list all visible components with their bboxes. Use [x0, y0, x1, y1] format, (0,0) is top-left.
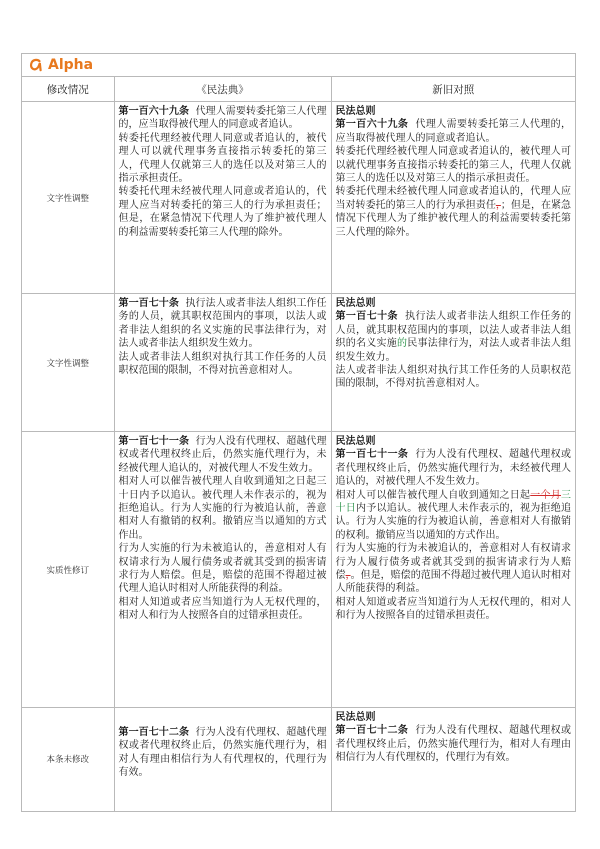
article-number: 第一百七十条 — [335, 311, 398, 323]
table-row — [22, 294, 575, 432]
paragraph: 法人或者非法人组织对执行其工作任务的人员职权范围的限制，不得对抗善意相对人。 — [335, 365, 571, 390]
change-type-cell: 文字性调整 — [22, 102, 114, 294]
inserted-text: 的 — [397, 338, 408, 350]
header-comparison: 新旧对照 — [331, 77, 575, 102]
article-number: 第一百七十一条 — [335, 449, 409, 461]
text-segment: ；但是，在紧急情况下代理人为了维护被代理人的利益需要转委托第三人代理的除外。 — [335, 199, 572, 238]
text-segment: 内予以追认。被代理人未作表示的，视为拒绝追认。行为人实施的行为被追认前，善意相对人有撤销的权利。撤销应当以通知的方式作出。 — [335, 503, 571, 541]
text-segment: 相对人可以催告被代理人自收到通知之日起 — [335, 489, 531, 501]
article-text: 行为人没有代理权、超越代理权或者代理权终止后，仍然实施代理行为，相对人有理由相信行为人有代理权的，代理行为有效。 — [118, 727, 327, 779]
article-number: 第一百六十九条 — [335, 119, 409, 131]
comparison-table — [22, 77, 575, 811]
paragraph: 转委托代理经被代理人同意或者追认的，被代理人可以就代理事务直接指示转委托的第三人，代理人仅就第三人的选任以及对第三人的指示承担责任。 — [118, 132, 327, 185]
deleted-text: ， — [345, 570, 351, 582]
comparison-cell — [331, 708, 575, 811]
article-number: 第一百七十二条 — [118, 727, 190, 738]
table-row — [22, 432, 575, 708]
deleted-text: 一个月 — [530, 489, 561, 501]
article-text: 行为人没有代理权、超越代理权或者代理权终止后，仍然实施代理行为，相对人有理由相信行为人有代理权的，代理行为有效。 — [335, 725, 572, 764]
change-type-cell: 实质性修订 — [22, 432, 114, 708]
source-section: 民法总则 — [335, 106, 376, 117]
header-change-type: 修改情况 — [22, 77, 114, 102]
source-section: 民法总则 — [335, 298, 376, 309]
article-paragraph — [336, 310, 572, 364]
comparison-sheet — [21, 53, 576, 812]
paragraph: 行为人实施的行为未被追认的，善意相对人有权请求行为人履行债务或者就其受到的损害请求行为人赔偿。但是，赔偿的范围不得超过被代理人追认时相对人所能获得的利益。 — [118, 543, 327, 595]
civil-code-cell — [114, 102, 331, 294]
change-type-cell: 文字性调整 — [22, 294, 114, 432]
comparison-cell — [331, 102, 575, 294]
brand-name: Alpha — [48, 57, 94, 73]
article-paragraph — [336, 118, 572, 145]
paragraph — [336, 489, 572, 543]
article-number: 第一百六十九条 — [118, 106, 190, 117]
table-header-row — [22, 77, 575, 102]
paragraph: 转委托代理经被代理人同意或者追认的，被代理人可以就代理事务直接指示转委托的第三人，代理人仅就第三人的选任以及对第三人的指示承担责任。 — [335, 146, 571, 185]
article-paragraph — [119, 105, 327, 132]
article-number: 第一百七十二条 — [335, 725, 409, 737]
article-text: 代理人需要转委托第三人代理的，应当取得被代理人的同意或者追认。 — [335, 119, 572, 144]
text-segment: 民事法律行为，对法人或者非法人组织发生效力。 — [335, 338, 571, 363]
civil-code-cell — [114, 432, 331, 708]
paragraph: 转委托代理未经被代理人同意或者追认的，代理人应当对转委托的第三人的行为承担责任；但是，在紧急情况下代理人为了维护被代理人的利益需要转委托第三人代理的除外。 — [118, 186, 327, 238]
article-number: 第一百七十一条 — [118, 436, 190, 447]
article-paragraph — [119, 726, 327, 780]
article-paragraph — [119, 297, 327, 351]
change-type-cell: 本条未修改 — [22, 708, 114, 811]
table-row — [22, 708, 575, 811]
text-segment: 行为人实施的行为未被追认的，善意相对人有权请求行为人履行债务或者就其受到的损害请求行为人赔偿 — [335, 543, 571, 582]
article-text: 行为人没有代理权、超越代理权或者代理权终止后，仍然实施代理行为，未经被代理人追认的，对被代理人不发生效力。 — [118, 436, 327, 474]
article-number: 第一百七十条 — [118, 298, 179, 309]
article-text: 代理人需要转委托第三人代理的，应当取得被代理人的同意或者追认。 — [118, 106, 327, 131]
paragraph: 相对人知道或者应当知道行为人无权代理的，相对人和行为人按照各自的过错承担责任。 — [335, 596, 571, 622]
paragraph: 相对人可以催告被代理人自收到通知之日起三十日内予以追认。被代理人未作表示的，视为拒绝追认。行为人实施的行为被追认前，善意相对人有撤销的权利。撤销应当以通知的方式作出。 — [118, 476, 327, 541]
inserted-text: 三十日 — [335, 489, 571, 515]
table-row — [22, 102, 575, 294]
text-segment: 。但是，赔偿的范围不得超过被代理人追认时相对人所能获得的利益。 — [335, 570, 572, 595]
text-segment: 执行法人或者非法人组织工作任务的人员，就其职权范围内的事项，以法人或者非法人组织的名义实施 — [335, 311, 572, 350]
comparison-cell — [331, 294, 575, 432]
article-paragraph — [336, 724, 572, 764]
paragraph — [336, 542, 572, 596]
deleted-text: ， — [495, 199, 501, 211]
comparison-cell — [331, 432, 575, 708]
source-section: 民法总则 — [335, 712, 376, 723]
header-civil-code: 《民法典》 — [114, 77, 331, 102]
alpha-logo-icon — [28, 57, 44, 73]
text-segment: 转委托代理未经被代理人同意或者追认的，代理人应当对转委托的第三人的行为承担责任 — [335, 186, 571, 211]
brand-bar — [22, 54, 575, 77]
article-text: 行为人没有代理权、超越代理权或者代理权终止后，仍然实施代理行为，未经被代理人追认的，对被代理人不发生效力。 — [335, 449, 572, 488]
source-section: 民法总则 — [335, 436, 376, 447]
civil-code-cell — [114, 294, 331, 432]
civil-code-cell — [114, 708, 331, 811]
paragraph — [336, 185, 572, 239]
article-paragraph — [336, 448, 572, 488]
article-text: 执行法人或者非法人组织工作任务的人员，就其职权范围内的事项，以法人或者非法人组织的名义实施的民事法律行为，对法人或者非法人组织发生效力。 — [118, 298, 327, 350]
article-paragraph — [119, 435, 327, 475]
paragraph: 法人或者非法人组织对执行其工作任务的人员职权范围的限制，不得对抗善意相对人。 — [118, 351, 327, 377]
paragraph: 相对人知道或者应当知道行为人无权代理的，相对人和行为人按照各自的过错承担责任。 — [118, 596, 327, 622]
